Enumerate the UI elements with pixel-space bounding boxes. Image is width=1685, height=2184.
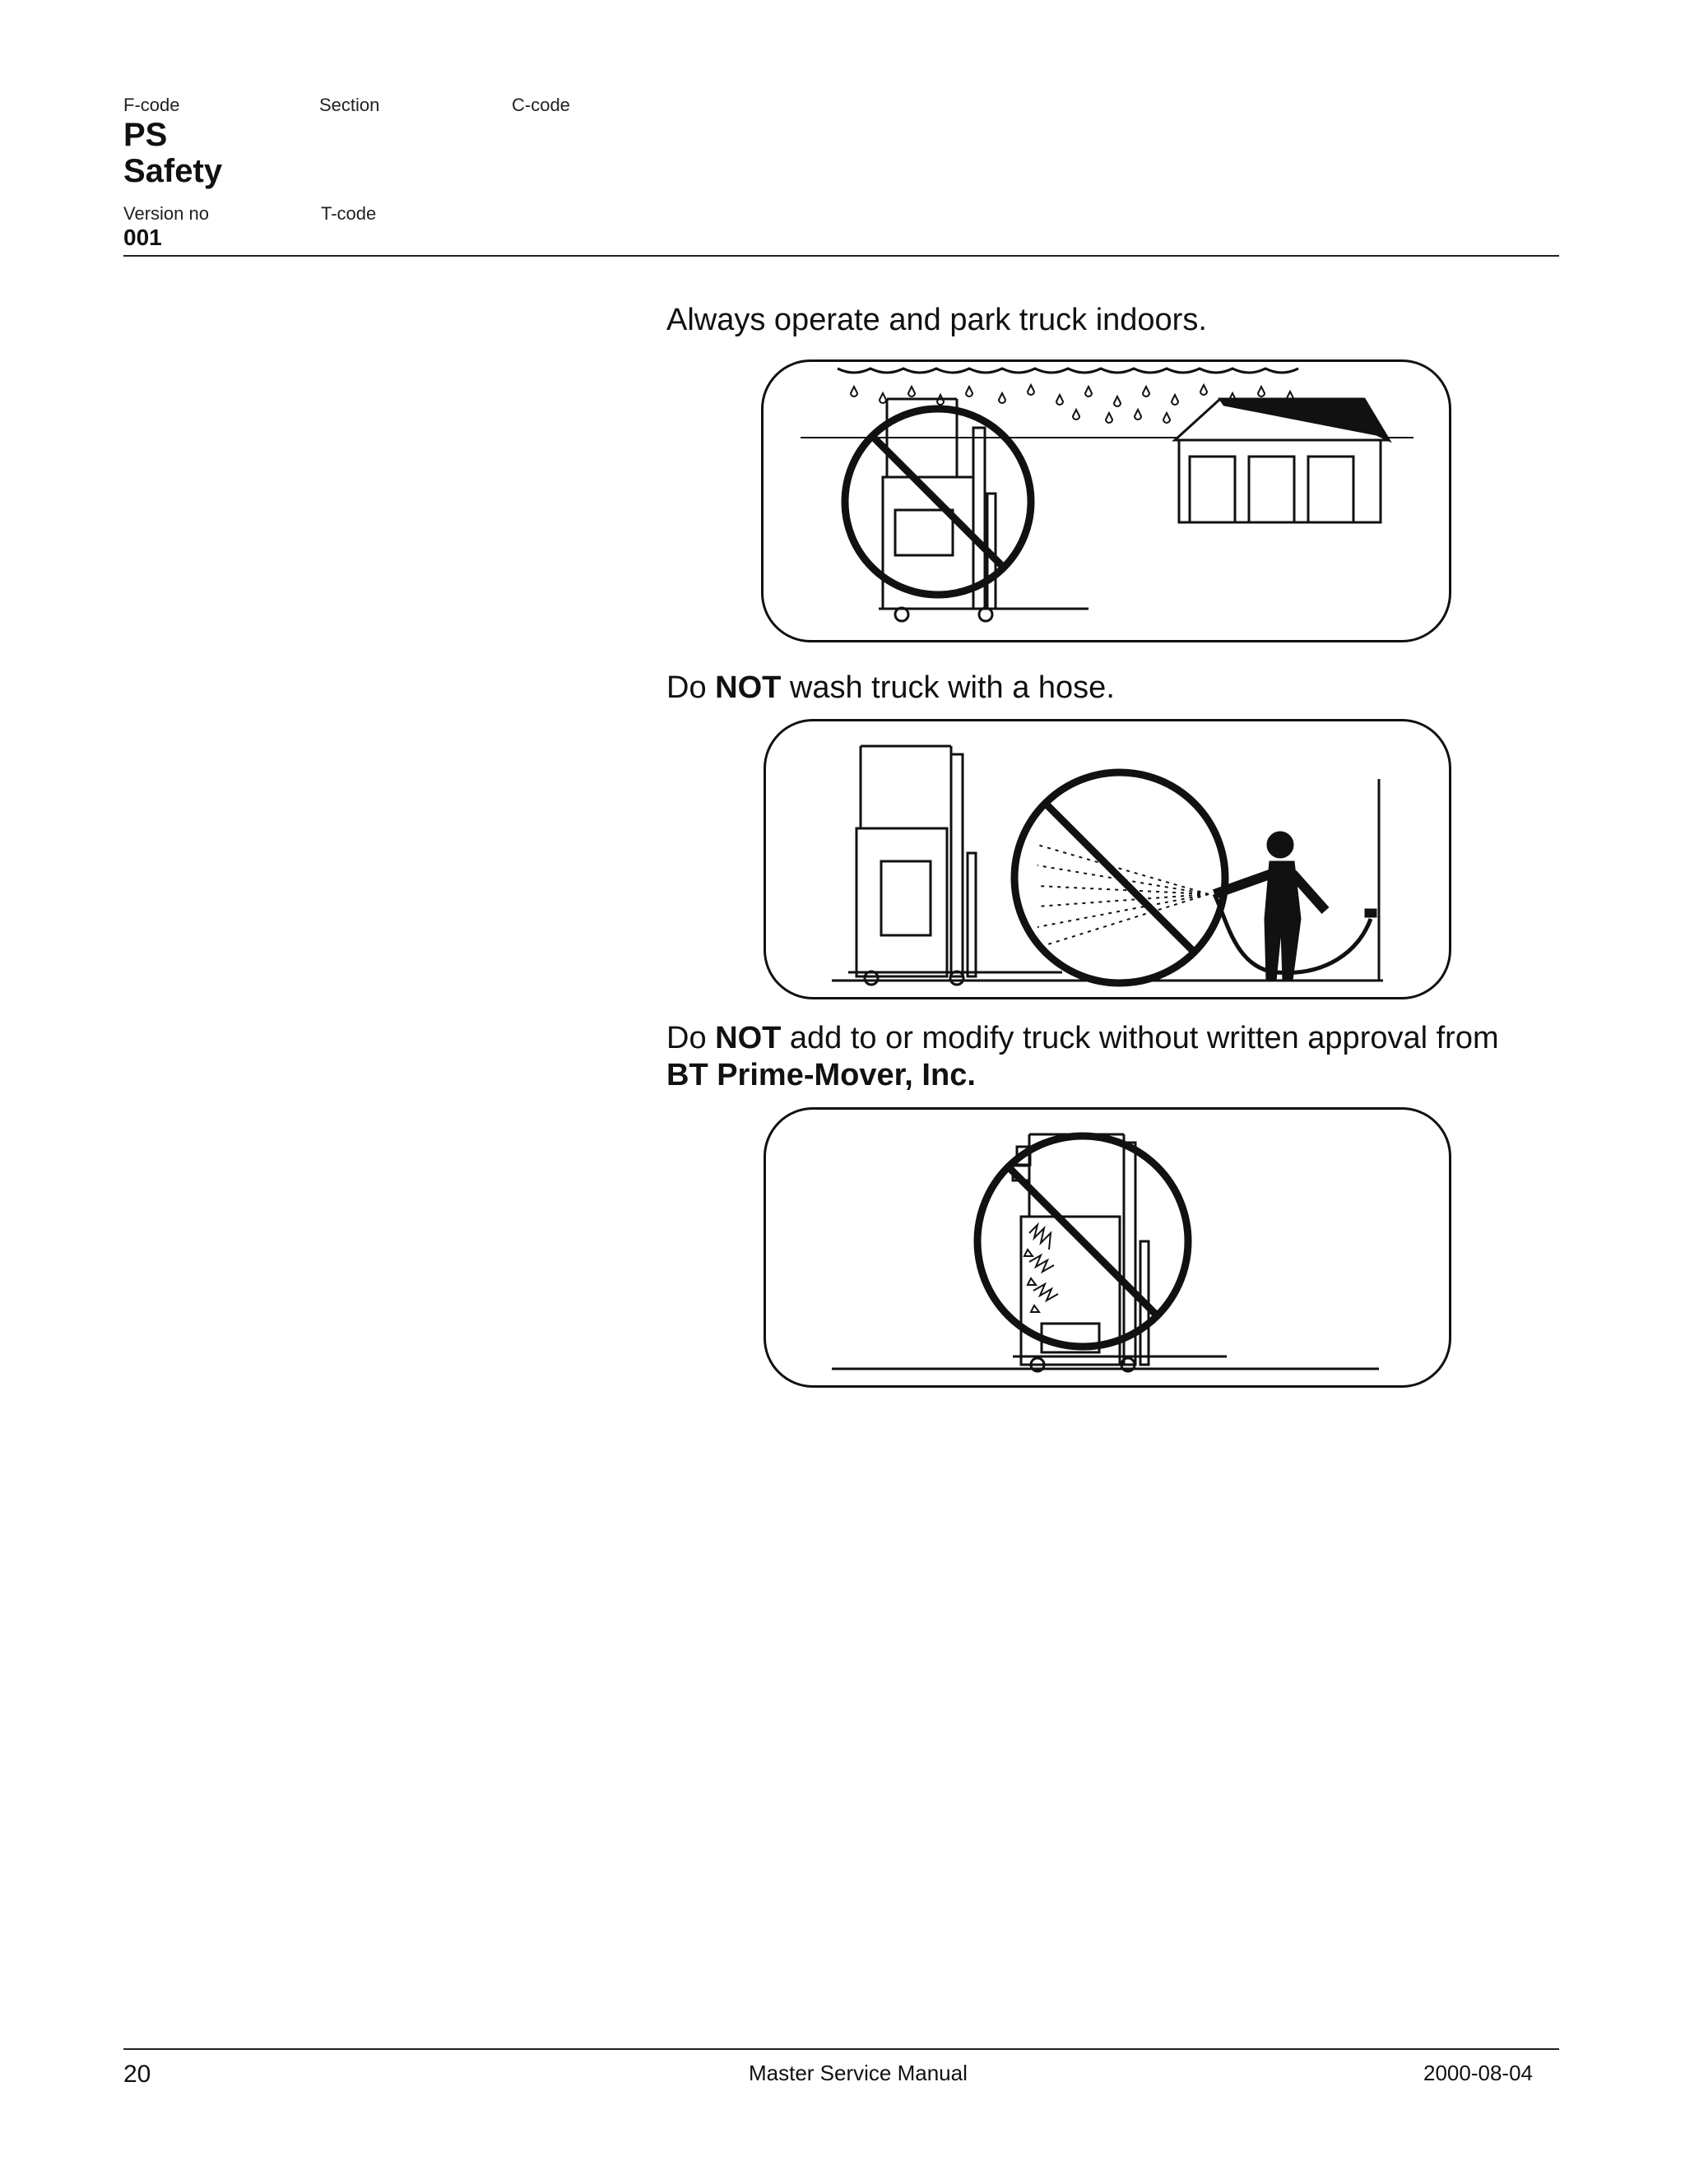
instruction-3-company: BT Prime-Mover, Inc. [666, 1057, 976, 1092]
instruction-1-text: Always operate and park truck indoors. [666, 303, 1207, 337]
section-value: Safety [123, 153, 223, 189]
instruction-2 [666, 670, 1115, 706]
water-spray [1037, 845, 1209, 948]
version-label: Version no [123, 203, 209, 224]
fcode-value: PS [123, 117, 168, 153]
instruction-1 [666, 303, 1207, 338]
instruction-2-suffix: wash truck with a hose. [781, 670, 1115, 705]
illustration-no-hose [764, 719, 1451, 999]
forklift [848, 746, 1062, 985]
modification-sparks [1024, 1225, 1058, 1312]
instruction-3-prefix: Do [666, 1021, 716, 1055]
section-label: Section [319, 95, 380, 115]
version-value: 001 [123, 225, 162, 250]
header-rule [123, 255, 1559, 257]
illustration-park-indoors [761, 359, 1451, 642]
instruction-3 [666, 1020, 1563, 1094]
no-modify-drawing [766, 1110, 1449, 1385]
footer-date: 2000-08-04 [1423, 2061, 1533, 2085]
illustration-no-modify [764, 1107, 1451, 1388]
ccode-label: C-code [512, 95, 570, 115]
fcode-label: F-code [123, 95, 180, 115]
no-hose-drawing [766, 721, 1449, 997]
garage-building [1175, 399, 1389, 522]
page-number: 20 [123, 2061, 151, 2088]
footer-rule [123, 2048, 1559, 2050]
instruction-3-suffix: add to or modify truck without written approval from [781, 1021, 1499, 1055]
tcode-label: T-code [321, 203, 377, 224]
footer-title: Master Service Manual [749, 2061, 968, 2085]
person-with-hose [1214, 832, 1376, 981]
park-indoors-drawing [764, 362, 1449, 640]
instruction-2-prefix: Do [666, 670, 716, 705]
instruction-3-emphasis: NOT [715, 1021, 782, 1055]
instruction-2-emphasis: NOT [715, 670, 782, 705]
